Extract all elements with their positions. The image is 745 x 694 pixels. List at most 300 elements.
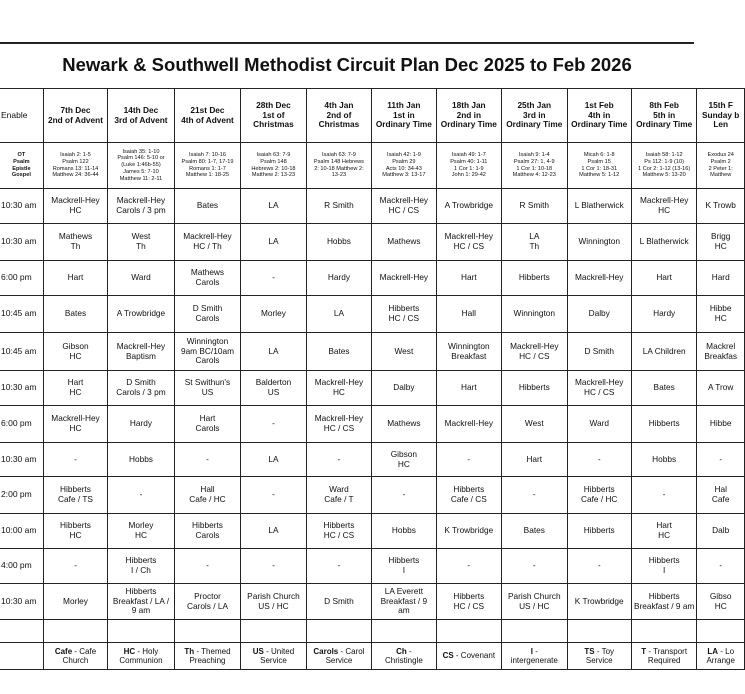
preacher-line: Winnington xyxy=(448,340,490,351)
preacher-line: HC xyxy=(714,600,727,611)
preacher-line: Hardy xyxy=(653,308,676,319)
preacher-line: Carols / LA xyxy=(186,600,228,611)
preacher-line: Bates xyxy=(328,345,350,356)
preacher-line: HC xyxy=(397,458,410,469)
reading-line: Isaiah 9: 1-4 xyxy=(518,152,550,159)
preacher-line: - xyxy=(206,560,209,571)
legend-item xyxy=(241,643,306,670)
preacher-line: Cafe / CS xyxy=(450,494,487,504)
preacher-line: Hibberts xyxy=(648,555,680,566)
preacher-line: I xyxy=(663,565,666,575)
preacher-cell xyxy=(502,514,567,549)
preacher-cell xyxy=(43,261,107,296)
reading-line: Matthew 5: 13-20 xyxy=(642,172,686,179)
service-row xyxy=(0,406,745,443)
preacher-line: Mackrell-Hey xyxy=(379,195,429,206)
column-heading-line: 1st of xyxy=(262,109,285,120)
preacher-cell xyxy=(697,406,745,443)
preacher-line: D Smith xyxy=(584,345,614,356)
preacher-line: Mathews xyxy=(58,231,93,242)
column-heading-line: 11th Jan xyxy=(387,100,421,111)
column-heading-line: Ordinary Time xyxy=(506,119,563,130)
preacher-line: - xyxy=(467,560,471,571)
column-heading-line: 4th Jan xyxy=(324,100,354,111)
legend-text: - United xyxy=(263,646,295,656)
legend-item xyxy=(108,643,175,670)
preacher-cell xyxy=(697,584,745,620)
preacher-cell xyxy=(43,549,107,584)
reading-line: 2: 10-18 Matthew 2: xyxy=(314,165,364,172)
preacher-cell xyxy=(502,549,567,584)
preacher-line: Hobbs xyxy=(652,453,677,464)
legend-text: Service xyxy=(585,656,613,665)
preacher-line: K Trowb xyxy=(705,200,736,211)
preacher-cell xyxy=(108,514,175,549)
readings-cell xyxy=(697,143,745,189)
preacher-line: Mackrell-Hey xyxy=(51,413,100,424)
column-heading-line: 2nd in xyxy=(456,109,482,120)
preacher-line: Proctor xyxy=(194,590,221,601)
reading-line: Matthew 4: 12-23 xyxy=(512,172,556,179)
preacher-line: HC xyxy=(714,241,727,251)
column-heading-line: 1st Feb xyxy=(584,100,614,111)
preacher-cell xyxy=(372,296,436,333)
legend-text: Preaching xyxy=(189,656,226,665)
preacher-line: LA xyxy=(268,200,279,211)
preacher-line: Mackrell-Hey xyxy=(51,195,100,206)
preacher-cell xyxy=(108,477,175,514)
preacher-cell xyxy=(567,224,631,261)
readings-cell xyxy=(502,143,567,189)
preacher-line: Gibson xyxy=(390,448,418,459)
reading-line: 13-23 xyxy=(331,172,347,179)
preacher-cell xyxy=(43,296,107,333)
preacher-line: Hibberts xyxy=(388,303,420,314)
preacher-line: K Trowbridge xyxy=(574,595,624,606)
preacher-cell xyxy=(436,189,501,224)
preacher-cell xyxy=(567,477,631,514)
preacher-line: Breakfast xyxy=(451,350,487,361)
preacher-cell xyxy=(174,224,241,261)
preacher-cell xyxy=(502,333,567,371)
corner-label: Enable xyxy=(0,89,43,143)
preacher-line: West xyxy=(524,418,544,429)
preacher-cell xyxy=(631,443,696,477)
preacher-line: - xyxy=(719,453,723,464)
preacher-cell xyxy=(306,296,371,333)
preacher-line: am xyxy=(398,605,410,616)
preacher-line: Ward xyxy=(329,484,349,495)
service-time: 6:00 pm xyxy=(0,261,43,296)
preacher-line: Parish Church xyxy=(507,590,561,601)
preacher-line: US / HC xyxy=(519,600,550,611)
column-heading-line: 21st Dec xyxy=(190,104,225,115)
preacher-line: Mackrell-Hey xyxy=(444,231,494,242)
preacher-cell xyxy=(631,584,696,620)
preacher-line: Parish Church xyxy=(247,590,300,601)
plan-table xyxy=(0,88,745,670)
preacher-line: - xyxy=(532,489,536,500)
preacher-cell xyxy=(697,261,745,296)
preacher-line: LA xyxy=(268,236,279,247)
preacher-line: - xyxy=(139,489,143,500)
legend-key: Th xyxy=(184,646,195,656)
preacher-line: Hall xyxy=(461,308,476,319)
preacher-cell xyxy=(502,261,567,296)
preacher-cell xyxy=(567,406,631,443)
preacher-line: Gibson xyxy=(62,340,89,351)
preacher-cell xyxy=(567,514,631,549)
preacher-cell xyxy=(306,514,371,549)
preacher-line: - xyxy=(337,453,341,464)
preacher-line: Th xyxy=(529,241,540,251)
preacher-line: Bates xyxy=(64,308,87,319)
preacher-cell xyxy=(43,224,107,261)
reading-line: Psalm 29 xyxy=(392,158,416,165)
preacher-line: Carols xyxy=(195,355,220,366)
preacher-line: HC xyxy=(69,205,82,215)
preacher-line: Hibberts xyxy=(648,590,680,601)
preacher-line: Bates xyxy=(523,525,545,536)
reading-line: Matthew 3: 13-17 xyxy=(382,172,426,179)
preacher-line: Hobbs xyxy=(391,525,416,536)
preacher-line: I xyxy=(402,565,406,575)
preacher-line: Hard xyxy=(711,272,730,283)
preacher-line: Hibbe xyxy=(709,418,732,429)
preacher-line: HC / CS xyxy=(453,600,485,611)
preacher-line: Carols xyxy=(195,530,220,540)
preacher-cell xyxy=(241,224,306,261)
preacher-line: Hart xyxy=(199,413,216,424)
preacher-line: LA xyxy=(529,231,540,242)
legend-text: - Themed xyxy=(194,646,231,656)
preacher-cell xyxy=(567,371,631,406)
preacher-line: Hart xyxy=(460,382,477,393)
preacher-line: D Smith xyxy=(192,303,223,314)
preacher-cell xyxy=(697,333,745,371)
preacher-line: Mackrell-Hey xyxy=(639,195,689,206)
legend-item xyxy=(631,643,696,670)
legend-item xyxy=(306,643,371,670)
preacher-line: Hart xyxy=(460,272,477,283)
preacher-line: Hart xyxy=(656,272,672,283)
preacher-cell xyxy=(174,406,241,443)
reading-line: Isaiah 42: 1-9 xyxy=(386,152,421,159)
preacher-line: Mathews xyxy=(190,267,225,278)
spacer-cell xyxy=(0,620,43,643)
legend-blank xyxy=(0,643,43,670)
preacher-line: Mackrell-Hey xyxy=(379,272,429,283)
column-heading xyxy=(502,89,567,143)
preacher-line: HC / CS xyxy=(323,530,355,540)
preacher-line: Cafe / HC xyxy=(189,494,226,504)
preacher-cell xyxy=(436,224,501,261)
reading-line: Matthew 5: 1-12 xyxy=(579,172,620,179)
preacher-line: L Blatherwick xyxy=(574,200,624,211)
preacher-line: Mathews xyxy=(387,236,421,247)
preacher-line: Morley xyxy=(128,520,154,531)
preacher-cell xyxy=(174,477,241,514)
legend-text: - Holy xyxy=(135,646,159,656)
preacher-cell xyxy=(43,406,107,443)
preacher-cell xyxy=(108,333,175,371)
preacher-cell xyxy=(108,406,175,443)
preacher-cell xyxy=(502,296,567,333)
spacer-cell xyxy=(241,620,306,643)
preacher-cell xyxy=(43,371,107,406)
preacher-cell xyxy=(306,443,371,477)
preacher-line: HC xyxy=(69,530,82,540)
reading-line: Acts 10: 34-43 xyxy=(385,165,422,172)
preacher-cell xyxy=(372,333,436,371)
preacher-cell xyxy=(174,189,241,224)
preacher-cell xyxy=(697,477,745,514)
service-row xyxy=(0,189,745,224)
preacher-line: Th xyxy=(70,241,81,251)
preacher-line: Breakfast / 9 am xyxy=(633,600,695,611)
preacher-cell xyxy=(567,443,631,477)
preacher-line: HC / CS xyxy=(519,350,550,361)
reading-line: Psalm 80: 1-7, 17-19 xyxy=(181,158,234,165)
legend-text: Service xyxy=(325,656,353,665)
column-heading xyxy=(631,89,696,143)
column-heading-line: 3rd of Advent xyxy=(114,114,168,125)
preacher-line: Gibso xyxy=(709,590,732,601)
legend-text: intergenerate xyxy=(510,656,558,665)
preacher-line: Hart xyxy=(67,377,84,388)
readings-cell xyxy=(306,143,371,189)
preacher-line: Hibberts xyxy=(648,418,680,429)
preacher-line: Hall xyxy=(200,484,215,495)
preacher-line: - xyxy=(662,489,666,500)
preacher-cell xyxy=(631,371,696,406)
service-row xyxy=(0,224,745,261)
legend-key: TS xyxy=(584,646,595,656)
service-time: 10:30 am xyxy=(0,371,43,406)
preacher-line: Ward xyxy=(589,418,609,429)
preacher-line: Hart xyxy=(526,453,543,464)
preacher-line: - xyxy=(402,489,406,500)
legend-key: HC xyxy=(123,646,136,656)
reading-line: Matthew 24: 36-44 xyxy=(52,172,99,179)
service-time: 10:30 am xyxy=(0,189,43,224)
reading-line: 2 Peter 1: xyxy=(708,165,733,172)
legend-text: - xyxy=(532,646,538,656)
preacher-cell xyxy=(372,406,436,443)
spacer-cell xyxy=(43,620,107,643)
legend-text: Service xyxy=(260,656,287,665)
preacher-line: HC / CS xyxy=(388,205,420,215)
service-row xyxy=(0,443,745,477)
preacher-cell xyxy=(43,333,107,371)
legend-text: - Carol xyxy=(338,646,365,656)
preacher-cell xyxy=(697,224,745,261)
preacher-line: - xyxy=(467,453,471,464)
preacher-line: HC / Th xyxy=(193,241,222,251)
preacher-line: Breakfast / 9 xyxy=(380,595,428,606)
column-heading-line: Ordinary Time xyxy=(636,119,693,130)
preacher-cell xyxy=(306,549,371,584)
preacher-line: Hart xyxy=(67,272,84,283)
preacher-line: Bates xyxy=(653,382,675,393)
preacher-line: D Smith xyxy=(126,377,156,388)
preacher-line: 9 am xyxy=(131,605,151,616)
service-time: 10:30 am xyxy=(0,224,43,261)
preacher-cell xyxy=(697,371,745,406)
preacher-cell xyxy=(174,514,241,549)
preacher-line: Mathews xyxy=(387,418,421,429)
preacher-line: - xyxy=(337,560,341,571)
column-heading-line: 2nd of Advent xyxy=(47,114,103,125)
preacher-cell xyxy=(108,224,175,261)
preacher-line: Dalby xyxy=(588,308,610,319)
spacer-cell xyxy=(372,620,436,643)
reading-line: Psalm 148 Hebrews xyxy=(313,158,364,165)
preacher-cell xyxy=(108,371,175,406)
spacer-cell xyxy=(108,620,175,643)
preacher-line: A Trowbridge xyxy=(444,200,494,211)
legend-key: Cafe xyxy=(54,646,73,656)
preacher-cell xyxy=(436,296,501,333)
legend-item xyxy=(43,643,107,670)
preacher-line: Hibberts xyxy=(518,272,550,283)
reading-line: Psalm 40: 1-11 xyxy=(450,158,488,165)
preacher-cell xyxy=(697,549,745,584)
legend-text: - Cafe xyxy=(72,646,97,656)
service-time: 10:30 am xyxy=(0,584,43,620)
reading-line: Hebrews 2: 10-18 xyxy=(251,165,296,172)
legend-text: - xyxy=(406,646,412,656)
column-heading-line: 18th Jan xyxy=(451,100,486,111)
service-row xyxy=(0,549,745,584)
preacher-line: - xyxy=(272,418,275,429)
preacher-cell xyxy=(436,261,501,296)
preacher-cell xyxy=(43,584,107,620)
service-row xyxy=(0,333,745,371)
preacher-cell xyxy=(372,514,436,549)
column-heading-line: Len xyxy=(713,119,729,130)
preacher-cell xyxy=(306,189,371,224)
preacher-cell xyxy=(502,189,567,224)
reading-line: Ps 112: 1-9 (10) xyxy=(644,158,684,165)
preacher-line: Hibberts xyxy=(125,586,157,597)
preacher-line: Hobbs xyxy=(326,236,351,247)
service-time: 2:00 pm xyxy=(0,477,43,514)
legend-text: Communion xyxy=(119,656,163,665)
column-heading-line: 1st in xyxy=(393,109,415,120)
preacher-cell xyxy=(567,296,631,333)
preacher-line: Mackrell-Hey xyxy=(575,377,624,388)
preacher-line: Hibberts xyxy=(583,525,615,536)
legend-text: Arrange xyxy=(706,656,735,665)
column-heading xyxy=(567,89,631,143)
preacher-line: HC / CS xyxy=(323,423,355,433)
preacher-line: LA Children xyxy=(642,345,686,356)
column-heading-line: 8th Feb xyxy=(649,100,679,111)
legend-key: CS xyxy=(442,651,454,661)
reading-line: Isaiah 63: 7-9 xyxy=(321,152,356,159)
preacher-line: L Blatherwick xyxy=(639,236,689,247)
preacher-line: Hibberts xyxy=(125,555,157,566)
preacher-line: Cafe / HC xyxy=(581,494,618,504)
preacher-line: HC xyxy=(134,530,147,540)
legend-key: LA xyxy=(707,646,719,656)
preacher-line: K Trowbridge xyxy=(444,525,494,536)
preacher-line: Cafe / T xyxy=(324,494,354,504)
preacher-cell xyxy=(108,296,175,333)
reading-line: Exodus 24 xyxy=(707,152,734,159)
preacher-cell xyxy=(306,224,371,261)
column-heading xyxy=(43,89,107,143)
preacher-line: HC xyxy=(658,530,671,540)
preacher-line: Th xyxy=(136,241,146,251)
reading-line: Isaiah 7: 10-16 xyxy=(188,152,226,159)
header-row xyxy=(0,89,745,143)
spacer-cell xyxy=(631,620,696,643)
service-row xyxy=(0,514,745,549)
preacher-cell xyxy=(567,189,631,224)
preacher-line: Dalb xyxy=(712,525,730,536)
preacher-line: Mackrell-Hey xyxy=(314,377,364,388)
preacher-cell xyxy=(108,443,175,477)
reading-line: (Luke 1:46b-55) xyxy=(121,162,161,169)
preacher-line: Hibberts xyxy=(60,484,91,495)
preacher-line: - xyxy=(532,560,536,571)
service-time: 4:00 pm xyxy=(0,549,43,584)
spacer-cell xyxy=(436,620,501,643)
reading-label: OT xyxy=(17,151,26,158)
spacer-cell xyxy=(567,620,631,643)
column-heading-line: 25th Jan xyxy=(517,100,552,111)
preacher-cell xyxy=(241,406,306,443)
preacher-line: Mackrell-Hey xyxy=(575,272,624,283)
preacher-line: HC / CS xyxy=(584,387,615,397)
legend-key: I xyxy=(530,646,533,656)
preacher-cell xyxy=(241,261,306,296)
preacher-line: HC xyxy=(69,387,82,397)
preacher-cell xyxy=(697,443,745,477)
spacer-cell xyxy=(174,620,241,643)
preacher-cell xyxy=(372,443,436,477)
spacer-cell xyxy=(306,620,371,643)
preacher-cell xyxy=(567,333,631,371)
readings-cell xyxy=(631,143,696,189)
service-row xyxy=(0,296,745,333)
reading-line: 1 Cor 1: 1-9 xyxy=(454,165,484,172)
preacher-line: West xyxy=(131,231,151,242)
legend-item xyxy=(372,643,436,670)
service-time: 10:30 am xyxy=(0,443,43,477)
preacher-cell xyxy=(372,549,436,584)
preacher-cell xyxy=(43,514,107,549)
preacher-cell xyxy=(306,406,371,443)
preacher-line: - xyxy=(272,272,275,283)
legend-text: Christingle xyxy=(384,656,423,665)
service-row xyxy=(0,477,745,514)
preacher-line: - xyxy=(597,560,601,571)
preacher-cell xyxy=(502,584,567,620)
preacher-cell xyxy=(241,443,306,477)
preacher-line: US xyxy=(267,387,280,397)
reading-line: Psalm 2 xyxy=(710,158,731,165)
readings-cell xyxy=(108,143,175,189)
preacher-line: Hal xyxy=(714,484,727,495)
readings-cell xyxy=(567,143,631,189)
preacher-cell xyxy=(436,371,501,406)
preacher-line: Breakfast / LA / xyxy=(112,595,170,606)
reading-line: Psalm 146: 5-10 or xyxy=(117,155,165,162)
preacher-cell xyxy=(174,371,241,406)
